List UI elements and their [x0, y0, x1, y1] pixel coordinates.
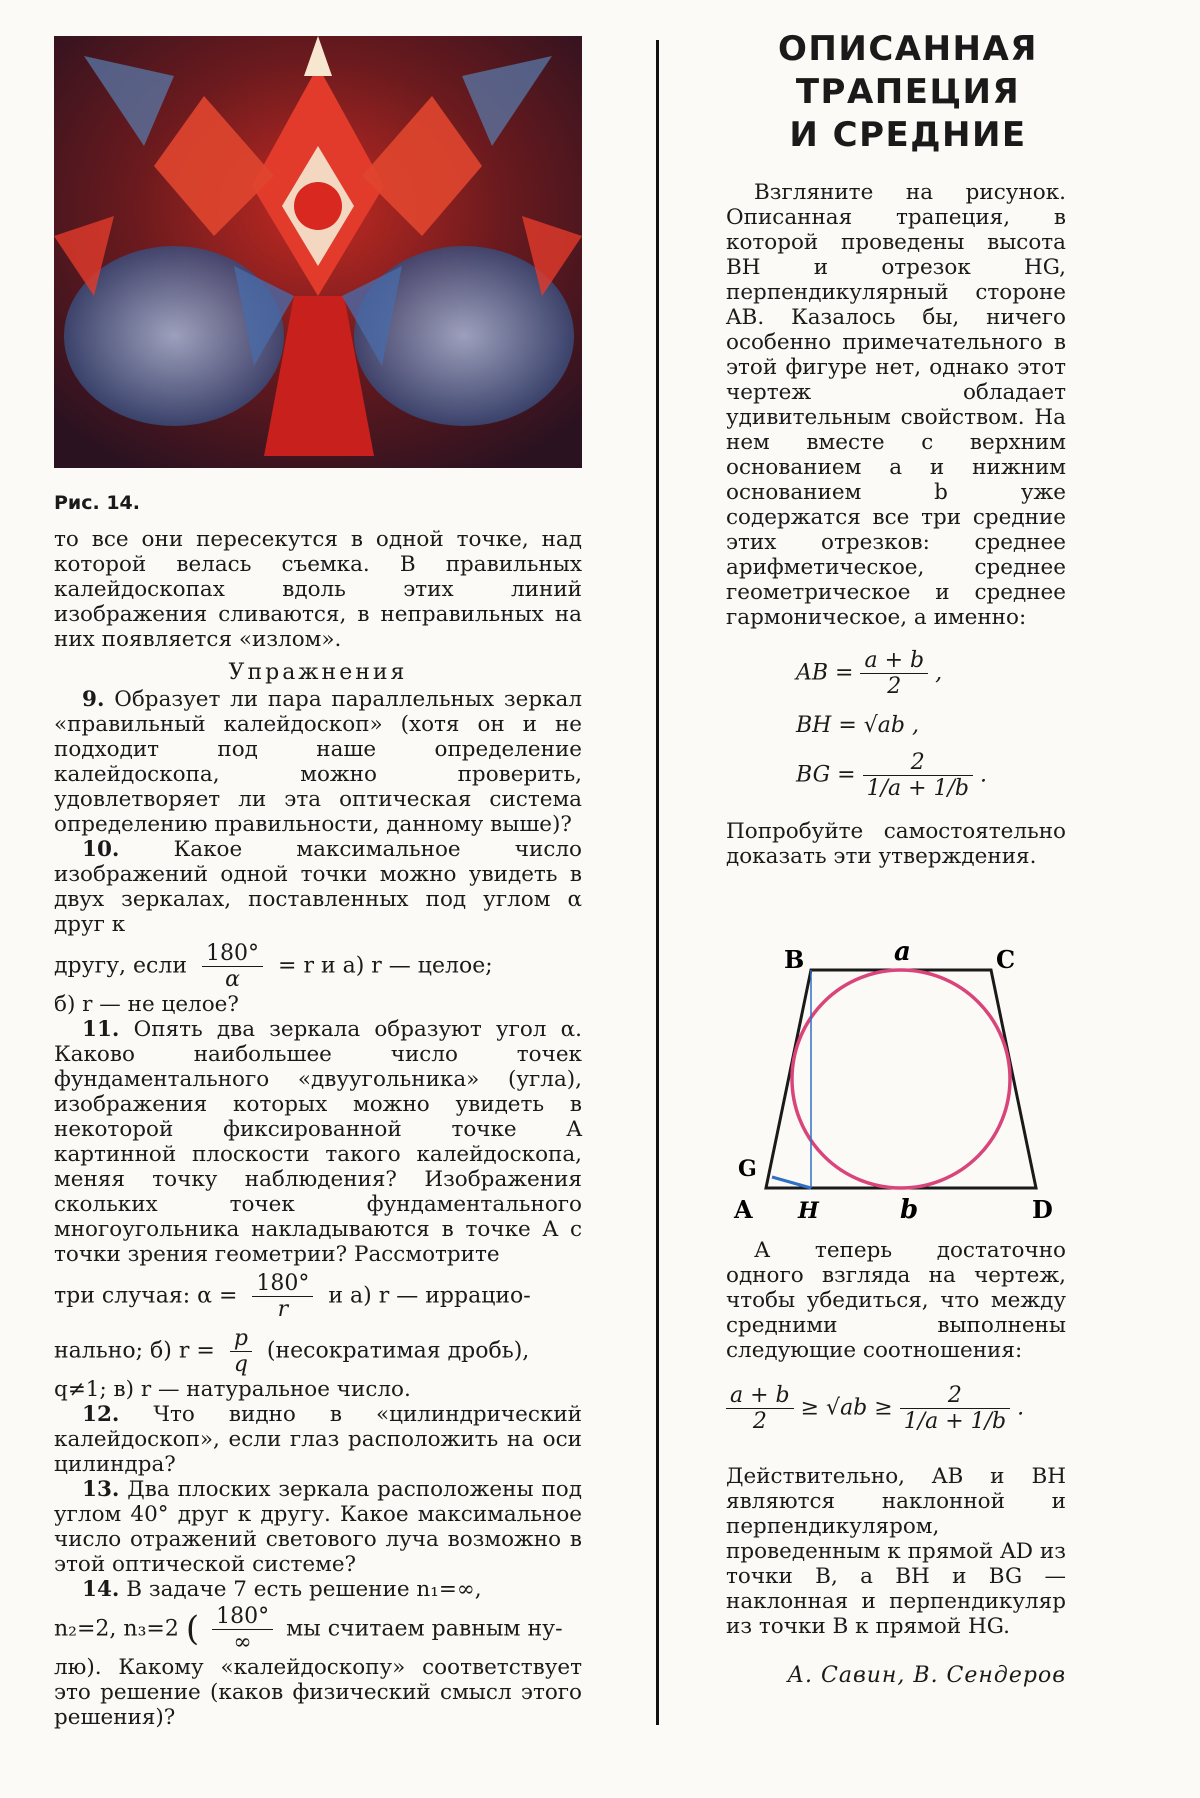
column-divider	[656, 40, 659, 1725]
fraction	[202, 941, 263, 992]
fraction	[252, 1271, 313, 1322]
trapezoid-figure	[726, 930, 1066, 1230]
formula-text: .	[980, 762, 988, 788]
exercise-number: 9.	[82, 687, 105, 712]
fraction-numerator: a + b	[730, 1383, 790, 1408]
right-column-lower	[726, 1238, 1066, 1688]
fraction	[860, 648, 928, 699]
label-h-point: H	[798, 1198, 819, 1224]
fraction	[230, 1326, 252, 1377]
fraction	[900, 1383, 1010, 1434]
formula-ab	[796, 648, 1066, 699]
title-line: И СРЕДНИЕ	[789, 115, 1027, 155]
formula-text: мы считаем равным ну-	[286, 1616, 563, 1642]
label-b-base: b	[900, 1195, 919, 1225]
label-b-vertex: B	[784, 945, 805, 974]
exercise-text: Какое максимальное число изображений одной точки можно увидеть в двух зеркалах, поставленных под углом α друг к	[54, 837, 582, 937]
exercises-heading: Упражнения	[228, 660, 408, 685]
exercise-14	[54, 1577, 582, 1602]
authors-signature: А. Савин, В. Сендеров	[787, 1663, 1066, 1688]
formula-text: (несократимая дробь),	[266, 1338, 530, 1364]
exercise-11-end: q≠1; в) r — натуральное число.	[54, 1377, 411, 1402]
exercise-10	[54, 837, 582, 937]
fraction-denominator: q	[230, 1351, 252, 1377]
means-inequality	[726, 1383, 1066, 1434]
exercise-14-formula	[54, 1604, 582, 1655]
formula-bh: BH = √ab ,	[796, 713, 919, 738]
exercise-number: 11.	[82, 1017, 120, 1042]
fraction-numerator: 2	[947, 1383, 962, 1408]
fraction-denominator: 2	[860, 673, 928, 699]
exercise-number: 13.	[82, 1477, 120, 1502]
fraction-denominator: r	[252, 1296, 313, 1322]
fraction-numerator: p	[233, 1326, 248, 1351]
exercise-11-formula-2	[54, 1326, 582, 1377]
exercise-13	[54, 1477, 582, 1577]
proof-paragraph: Действительно, AB и BH являются наклонной и перпендикуляром, проведенным к прямой AD из точки B, а BH и BG — наклонная и перпендикуляр из точки B к прямой HG.	[726, 1464, 1066, 1639]
fraction-denominator: α	[202, 966, 263, 992]
formula-text: AB =	[796, 660, 854, 686]
formula-text: BG =	[796, 762, 856, 788]
fraction	[863, 750, 973, 801]
fraction-numerator: 180°	[206, 941, 260, 966]
formula-bg	[796, 750, 1066, 801]
exercise-text: В задаче 7 есть решение n₁=∞,	[126, 1577, 482, 1602]
fraction-denominator: ∞	[212, 1629, 273, 1655]
exercise-number: 10.	[82, 837, 120, 862]
exercise-text: Образует ли пара параллельных зеркал «правильный калейдоскоп» (хотя он и не подходит под наше определение калейдоскопа, можно проверить, удовлетворяет ли эта оптическая система определению правильности, данному выше)?	[54, 687, 582, 837]
exercise-number: 12.	[82, 1402, 120, 1427]
exercise-10-formula	[54, 941, 582, 992]
label-g-point: G	[738, 1156, 757, 1182]
left-column	[54, 527, 582, 1730]
formula-text: ,	[935, 660, 943, 686]
left-paren: (	[185, 1609, 200, 1649]
formula-text: ≥ √ab ≥	[800, 1395, 893, 1421]
exercise-11	[54, 1017, 582, 1267]
label-c-vertex: C	[996, 945, 1016, 974]
label-a-vertex: A	[734, 1195, 753, 1224]
kaleidoscope-photo	[54, 36, 582, 468]
fraction-numerator: a + b	[864, 648, 925, 673]
trapezoid-svg	[726, 930, 1066, 1230]
title-line: ОПИСАННАЯ	[778, 29, 1038, 69]
fraction-denominator: 1/a + 1/b	[863, 775, 973, 801]
right-column	[726, 180, 1066, 869]
one-glance-paragraph: А теперь достаточно одного взгляда на чертеж, чтобы убедиться, что между средними выполнены следующие соотношения:	[726, 1238, 1066, 1363]
segment-hg	[772, 1177, 811, 1188]
fraction-numerator: 180°	[216, 1604, 270, 1629]
formula-text: нально; б) r =	[54, 1338, 215, 1364]
exercise-11-formula-1	[54, 1271, 582, 1322]
intro-paragraph: Взгляните на рисунок. Описанная трапеция, в которой проведены высота BH и отрезок HG, перпендикулярный стороне AB. Казалось бы, ничего особенно примечательного в этой фигуре нет, однако этот чертеж обладает удивительным свойством. На нем вместе с верхним основанием a и нижним основанием b уже содержатся все три средние этих отрезков: среднее арифметическое, среднее геометрическое и среднее гармоническое, а именно:	[726, 180, 1066, 630]
try-yourself-paragraph: Попробуйте самостоятельно доказать эти утверждения.	[726, 819, 1066, 869]
formula-text: другу, если	[54, 953, 188, 979]
exercise-9	[54, 687, 582, 837]
exercise-12	[54, 1402, 582, 1477]
label-d-vertex: D	[1032, 1195, 1053, 1224]
fraction-denominator: 1/a + 1/b	[900, 1408, 1010, 1434]
formula-text: и а) r — иррацио-	[328, 1283, 531, 1309]
exercise-text: Два плоских зеркала расположены под углом 40° друг к другу. Какое максимальное число отражений светового луча возможно в этой оптической системе?	[54, 1477, 582, 1577]
formula-text: n₂=2, n₃=2	[54, 1616, 179, 1642]
exercise-text: Что видно в «цилиндрический калейдоскоп», если глаз расположить на оси цилиндра?	[54, 1402, 582, 1477]
formula-text: .	[1017, 1395, 1025, 1421]
label-a-base: a	[894, 937, 911, 967]
figure-caption: Рис. 14.	[54, 492, 140, 514]
inscribed-circle	[792, 970, 1010, 1188]
intro-paragraph: то все они пересекутся в одной точке, над которой велась съемка. В правильных калейдоскопах вдоль этих линий изображения сливаются, в неправильных на них появляется «излом».	[54, 527, 582, 652]
article-title	[708, 28, 1108, 157]
formula-text: = r и а) r — целое;	[278, 953, 493, 979]
fraction-numerator: 2	[910, 750, 925, 775]
fraction-numerator: 180°	[256, 1271, 310, 1296]
exercise-14-end: лю). Какому «калейдоскопу» соответствует это решение (каков физический смысл этого решения)?	[54, 1655, 582, 1730]
formula-text: три случая: α =	[54, 1283, 238, 1309]
title-line: ТРАПЕЦИЯ	[795, 72, 1021, 112]
trapezoid	[766, 970, 1036, 1188]
exercise-text: Опять два зеркала образуют угол α. Каково наибольшее число точек фундаментального «двуугольника» (угла), изображения которых можно увидеть в некоторой фиксированной точке A картинной плоскости такого калейдоскопа, меняя точку наблюдения? Изображения скольких точек фундаментального многоугольника накладываются в точке A с точки зрения геометрии? Рассмотрите	[54, 1017, 582, 1267]
exercise-10-end: б) r — не целое?	[54, 992, 239, 1017]
fraction-denominator: 2	[726, 1408, 794, 1434]
exercise-number: 14.	[82, 1577, 120, 1602]
fraction	[726, 1383, 794, 1434]
fraction	[212, 1604, 273, 1655]
